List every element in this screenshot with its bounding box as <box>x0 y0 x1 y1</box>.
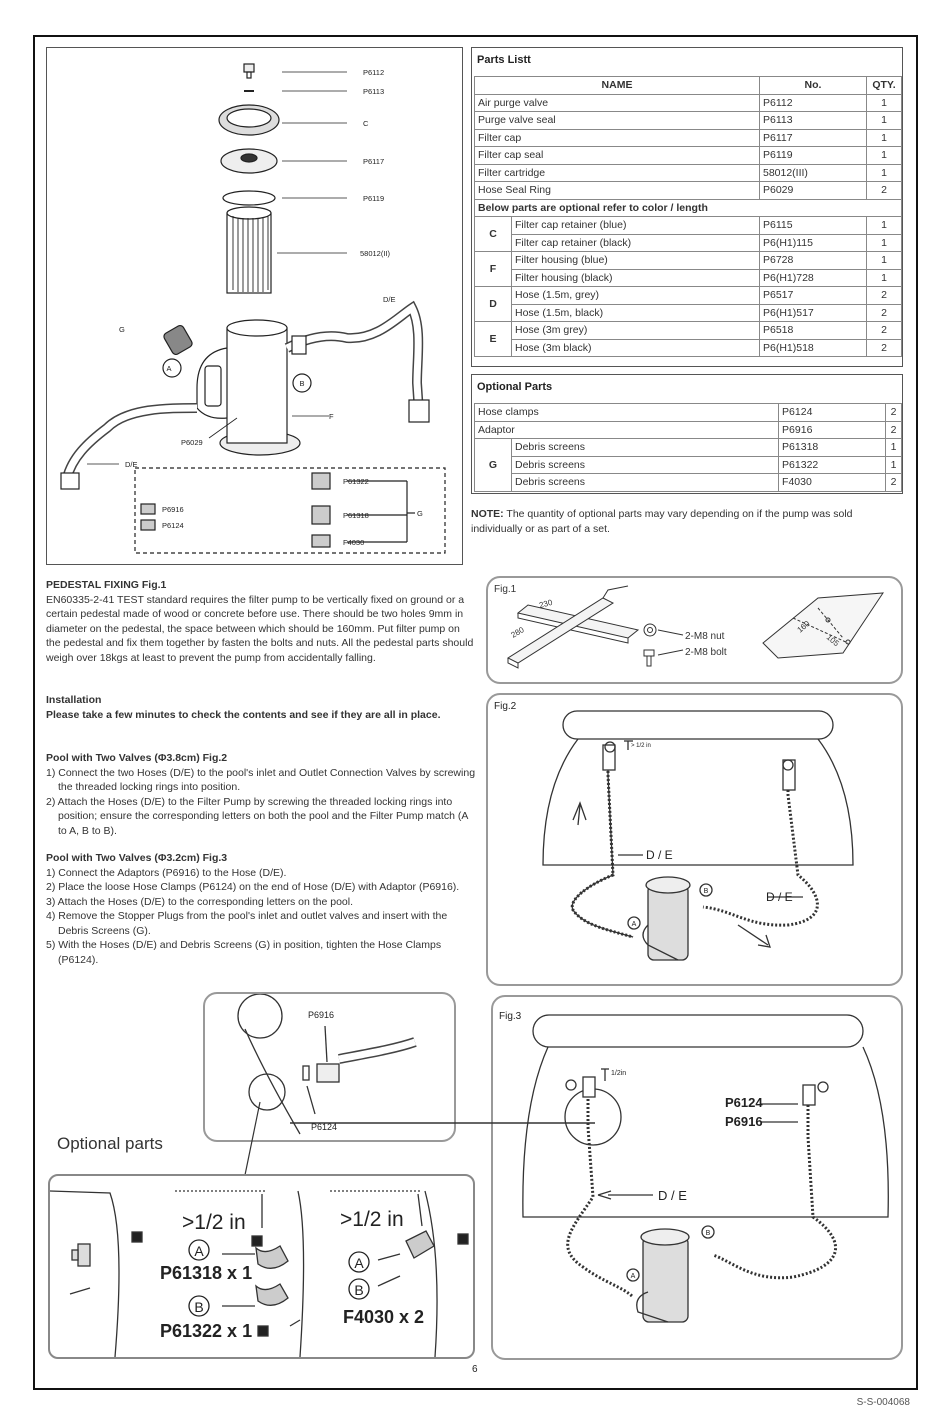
part-name: Hose (3m black) <box>512 339 760 357</box>
valves-32-section <box>46 851 476 967</box>
part-no: P6117 <box>759 129 866 147</box>
detail-p6916: P6916 <box>308 1010 335 1020</box>
part-name: Purge valve seal <box>475 112 760 130</box>
part-qty: 2 <box>866 339 901 357</box>
fig2-a: A <box>631 921 637 928</box>
part-name: Filter cap seal <box>475 147 760 165</box>
optional-note <box>471 507 901 536</box>
table-row <box>475 421 902 439</box>
header-no: No. <box>759 77 866 95</box>
screens-p61322: P61322 x 1 <box>160 1321 253 1341</box>
part-qty: 1 <box>866 112 901 130</box>
table-row <box>475 147 902 165</box>
part-qty: 1 <box>866 164 901 182</box>
part-name: Filter cap retainer (blue) <box>512 217 760 235</box>
table-row <box>475 182 902 200</box>
part-no: P6517 <box>759 287 866 305</box>
optional-parts-caption: Optional parts <box>57 1134 163 1153</box>
fig2-diagram <box>488 695 901 984</box>
valves-38-title: Pool with Two Valves (Φ3.8cm) Fig.2 <box>46 752 228 764</box>
part-name: Filter housing (black) <box>512 269 760 287</box>
note-text: The quantity of optional parts may vary depending on if the pump was sold individually or as part of a set. <box>471 508 853 535</box>
fig1-dim2: 280 <box>509 625 526 640</box>
label-f: F <box>329 412 334 421</box>
part-qty: 2 <box>866 322 901 340</box>
table-row <box>475 217 902 235</box>
table-row <box>475 234 902 252</box>
group-letter: D <box>475 287 512 322</box>
part-qty: 1 <box>886 439 902 457</box>
instruction-step: 2) Attach the Hoses (D/E) to the Filter Pump by screwing the threaded locking rings into position; ensure the corresponding letters on both the pool and the Filter Pump match (A to A, B to B). <box>46 795 468 837</box>
label-g-left: G <box>119 325 125 334</box>
part-qty: 2 <box>866 182 901 200</box>
label-a: A <box>166 364 172 373</box>
parts-list-table <box>474 76 902 357</box>
part-qty: 1 <box>866 147 901 165</box>
part-no: P6029 <box>759 182 866 200</box>
fig3-p6124: P6124 <box>725 1095 763 1110</box>
part-no: P6113 <box>759 112 866 130</box>
instruction-step: 4) Remove the Stopper Plugs from the pool's inlet and outlet valves and insert with the Debris Screens (G). <box>46 910 448 937</box>
fig3-de: D / E <box>658 1188 687 1203</box>
part-no: P6(H1)728 <box>759 269 866 287</box>
instruction-step: 1) Connect the Adaptors (P6916) to the Hose (D/E). <box>46 866 287 879</box>
part-no: P6(H1)115 <box>759 234 866 252</box>
valves-38-steps <box>46 766 476 839</box>
screens-diagram <box>50 1176 473 1357</box>
header-qty: QTY. <box>866 77 901 95</box>
table-row <box>475 112 902 130</box>
page-number: 6 <box>472 1364 478 1375</box>
label-b: B <box>299 379 305 388</box>
valves-38-section <box>46 751 476 838</box>
fig3-label: Fig.3 <box>499 1011 522 1022</box>
parts-list-title: Parts Listt <box>477 54 531 66</box>
part-name: Debris screens <box>512 439 779 457</box>
label-p6113: P6113 <box>363 87 385 96</box>
connector-lines <box>240 1090 600 1180</box>
screens-b-right: B <box>354 1282 364 1298</box>
label-p6916: P6916 <box>162 505 184 514</box>
part-no: P6728 <box>759 252 866 270</box>
table-row <box>475 269 902 287</box>
valves-32-steps <box>46 866 476 968</box>
fig2-panel <box>486 693 903 986</box>
label-p6124: P6124 <box>162 521 184 530</box>
table-row <box>475 164 902 182</box>
label-p6117: P6117 <box>363 157 385 166</box>
part-name: Hose clamps <box>475 404 779 422</box>
instruction-step: 2) Place the loose Hose Clamps (P6124) on the end of Hose (D/E) with Adaptor (P6916). <box>46 881 460 893</box>
instruction-step: 1) Connect the two Hoses (D/E) to the pool's inlet and Outlet Connection Valves by screwing the threaded locking rings into position. <box>46 766 476 793</box>
part-name: Adaptor <box>475 421 779 439</box>
fig2-de2: D / E <box>766 890 793 904</box>
part-qty: 2 <box>886 404 902 422</box>
label-p6119: P6119 <box>363 194 385 203</box>
part-qty: 1 <box>866 252 901 270</box>
fig1-diagram <box>488 578 901 682</box>
part-no: 58012(III) <box>759 164 866 182</box>
fig1-panel <box>486 576 903 684</box>
label-p6112: P6112 <box>363 68 385 77</box>
optional-note-row <box>475 199 902 217</box>
optional-note-cell: Below parts are optional refer to color / length <box>475 199 902 217</box>
part-name: Hose (3m grey) <box>512 322 760 340</box>
fig3-half-in: 1/2in <box>611 1070 627 1077</box>
instruction-step: 5) With the Hoses (D/E) and Debris Screens (G) in position, tighten the Hose Clamps (P6124). <box>46 939 442 966</box>
table-row <box>475 456 902 474</box>
part-no: P6(H1)518 <box>759 339 866 357</box>
pedestal-title: PEDESTAL FIXING Fig.1 <box>46 579 167 591</box>
table-row <box>475 439 902 457</box>
fig3-p6916: P6916 <box>725 1114 763 1129</box>
group-letter: G <box>475 439 512 492</box>
label-de-left: D/E <box>125 460 138 469</box>
label-f4030: F4030 <box>343 538 365 547</box>
part-qty: 2 <box>866 287 901 305</box>
part-name: Filter cartridge <box>475 164 760 182</box>
part-qty: 1 <box>866 234 901 252</box>
parts-header-row <box>475 77 902 95</box>
table-row <box>475 339 902 357</box>
part-no: P6115 <box>759 217 866 235</box>
optional-parts-table <box>474 403 902 492</box>
part-name: Debris screens <box>512 474 779 492</box>
part-qty: 2 <box>886 474 902 492</box>
label-de-top: D/E <box>383 295 396 304</box>
fig2-de1: D / E <box>646 848 673 862</box>
valves-32-title: Pool with Two Valves (Φ3.2cm) Fig.3 <box>46 852 228 864</box>
group-letter: E <box>475 322 512 357</box>
label-p61318: P61318 <box>343 511 369 520</box>
part-name: Filter cap retainer (black) <box>512 234 760 252</box>
detail-p6124: P6124 <box>311 1122 338 1132</box>
screens-f4030: F4030 x 2 <box>343 1307 425 1327</box>
exploded-view-panel <box>46 47 463 565</box>
instruction-step: 3) Attach the Hoses (D/E) to the corresponding letters on the pool. <box>46 895 354 908</box>
label-p6029: P6029 <box>181 438 203 447</box>
label-c: C <box>363 119 369 128</box>
part-qty: 1 <box>866 129 901 147</box>
screens-a-left: A <box>194 1243 204 1259</box>
screens-panel <box>48 1174 475 1359</box>
part-no: P6112 <box>759 94 866 112</box>
pedestal-section <box>46 578 476 665</box>
part-no: P61322 <box>779 456 886 474</box>
fig2-label: Fig.2 <box>494 701 517 712</box>
table-row <box>475 322 902 340</box>
table-row <box>475 252 902 270</box>
installation-section <box>46 693 466 722</box>
fig1-bolt: 2-M8 bolt <box>685 647 727 658</box>
header-name: NAME <box>475 77 760 95</box>
fig3-b: B <box>705 1230 711 1237</box>
part-no: F4030 <box>779 474 886 492</box>
part-qty: 2 <box>886 421 902 439</box>
table-row <box>475 94 902 112</box>
label-g: G <box>417 509 423 518</box>
group-letter: F <box>475 252 512 287</box>
part-no: P6119 <box>759 147 866 165</box>
part-qty: 1 <box>866 269 901 287</box>
part-qty: 2 <box>866 304 901 322</box>
fig2-half-in: > 1/2 in <box>631 743 651 749</box>
fig1-label: Fig.1 <box>494 584 517 595</box>
table-row <box>475 287 902 305</box>
table-row <box>475 129 902 147</box>
screens-a-right: A <box>354 1255 364 1271</box>
fig2-b: B <box>703 888 709 895</box>
part-name: Hose Seal Ring <box>475 182 760 200</box>
installation-title: Installation <box>46 694 102 706</box>
label-p61322: P61322 <box>343 477 369 486</box>
part-name: Debris screens <box>512 456 779 474</box>
part-qty: 1 <box>866 94 901 112</box>
fig1-dim4: 105 <box>824 632 841 649</box>
screens-half-left: >1/2 in <box>182 1211 246 1234</box>
pedestal-text: EN60335-2-41 TEST standard requires the filter pump to be vertically fixed on ground or a certain pedestal made of wood or concrete before use. There should be two holes 9mm in diameter on the pedestal, the space between which should be 160mm. Put filter pump on the pedestal and fix them together by fasten the bolts and nuts. All the pedestal parts should weigh over 18kgs at least to prevent the pump from accidentally falling. <box>46 593 474 664</box>
group-letter: C <box>475 217 512 252</box>
part-no: P61318 <box>779 439 886 457</box>
part-no: P6518 <box>759 322 866 340</box>
installation-subtitle: Please take a few minutes to check the contents and see if they are all in place. <box>46 708 441 721</box>
screens-p61318: P61318 x 1 <box>160 1263 253 1283</box>
part-name: Hose (1.5m, grey) <box>512 287 760 305</box>
fig3-a: A <box>630 1273 636 1280</box>
doc-code: S-S-004068 <box>856 1397 910 1408</box>
table-row <box>475 304 902 322</box>
part-no: P6124 <box>779 404 886 422</box>
part-no: P6(H1)517 <box>759 304 866 322</box>
part-name: Air purge valve <box>475 94 760 112</box>
exploded-view-diagram <box>47 48 462 564</box>
part-name: Filter cap <box>475 129 760 147</box>
fig1-dim1: 230 <box>538 597 554 610</box>
part-name: Filter housing (blue) <box>512 252 760 270</box>
part-qty: 1 <box>886 456 902 474</box>
part-no: P6916 <box>779 421 886 439</box>
optional-parts-title: Optional Parts <box>477 381 553 393</box>
part-qty: 1 <box>866 217 901 235</box>
screens-half-right: >1/2 in <box>340 1208 404 1231</box>
note-label: NOTE: <box>471 508 504 520</box>
table-row <box>475 474 902 492</box>
screens-b-left: B <box>194 1299 204 1315</box>
fig1-dim3: 160 <box>795 619 812 635</box>
fig1-nut: 2-M8 nut <box>685 631 725 642</box>
table-row <box>475 404 902 422</box>
part-name: Hose (1.5m, black) <box>512 304 760 322</box>
label-cartridge: 58012(II) <box>360 249 391 258</box>
